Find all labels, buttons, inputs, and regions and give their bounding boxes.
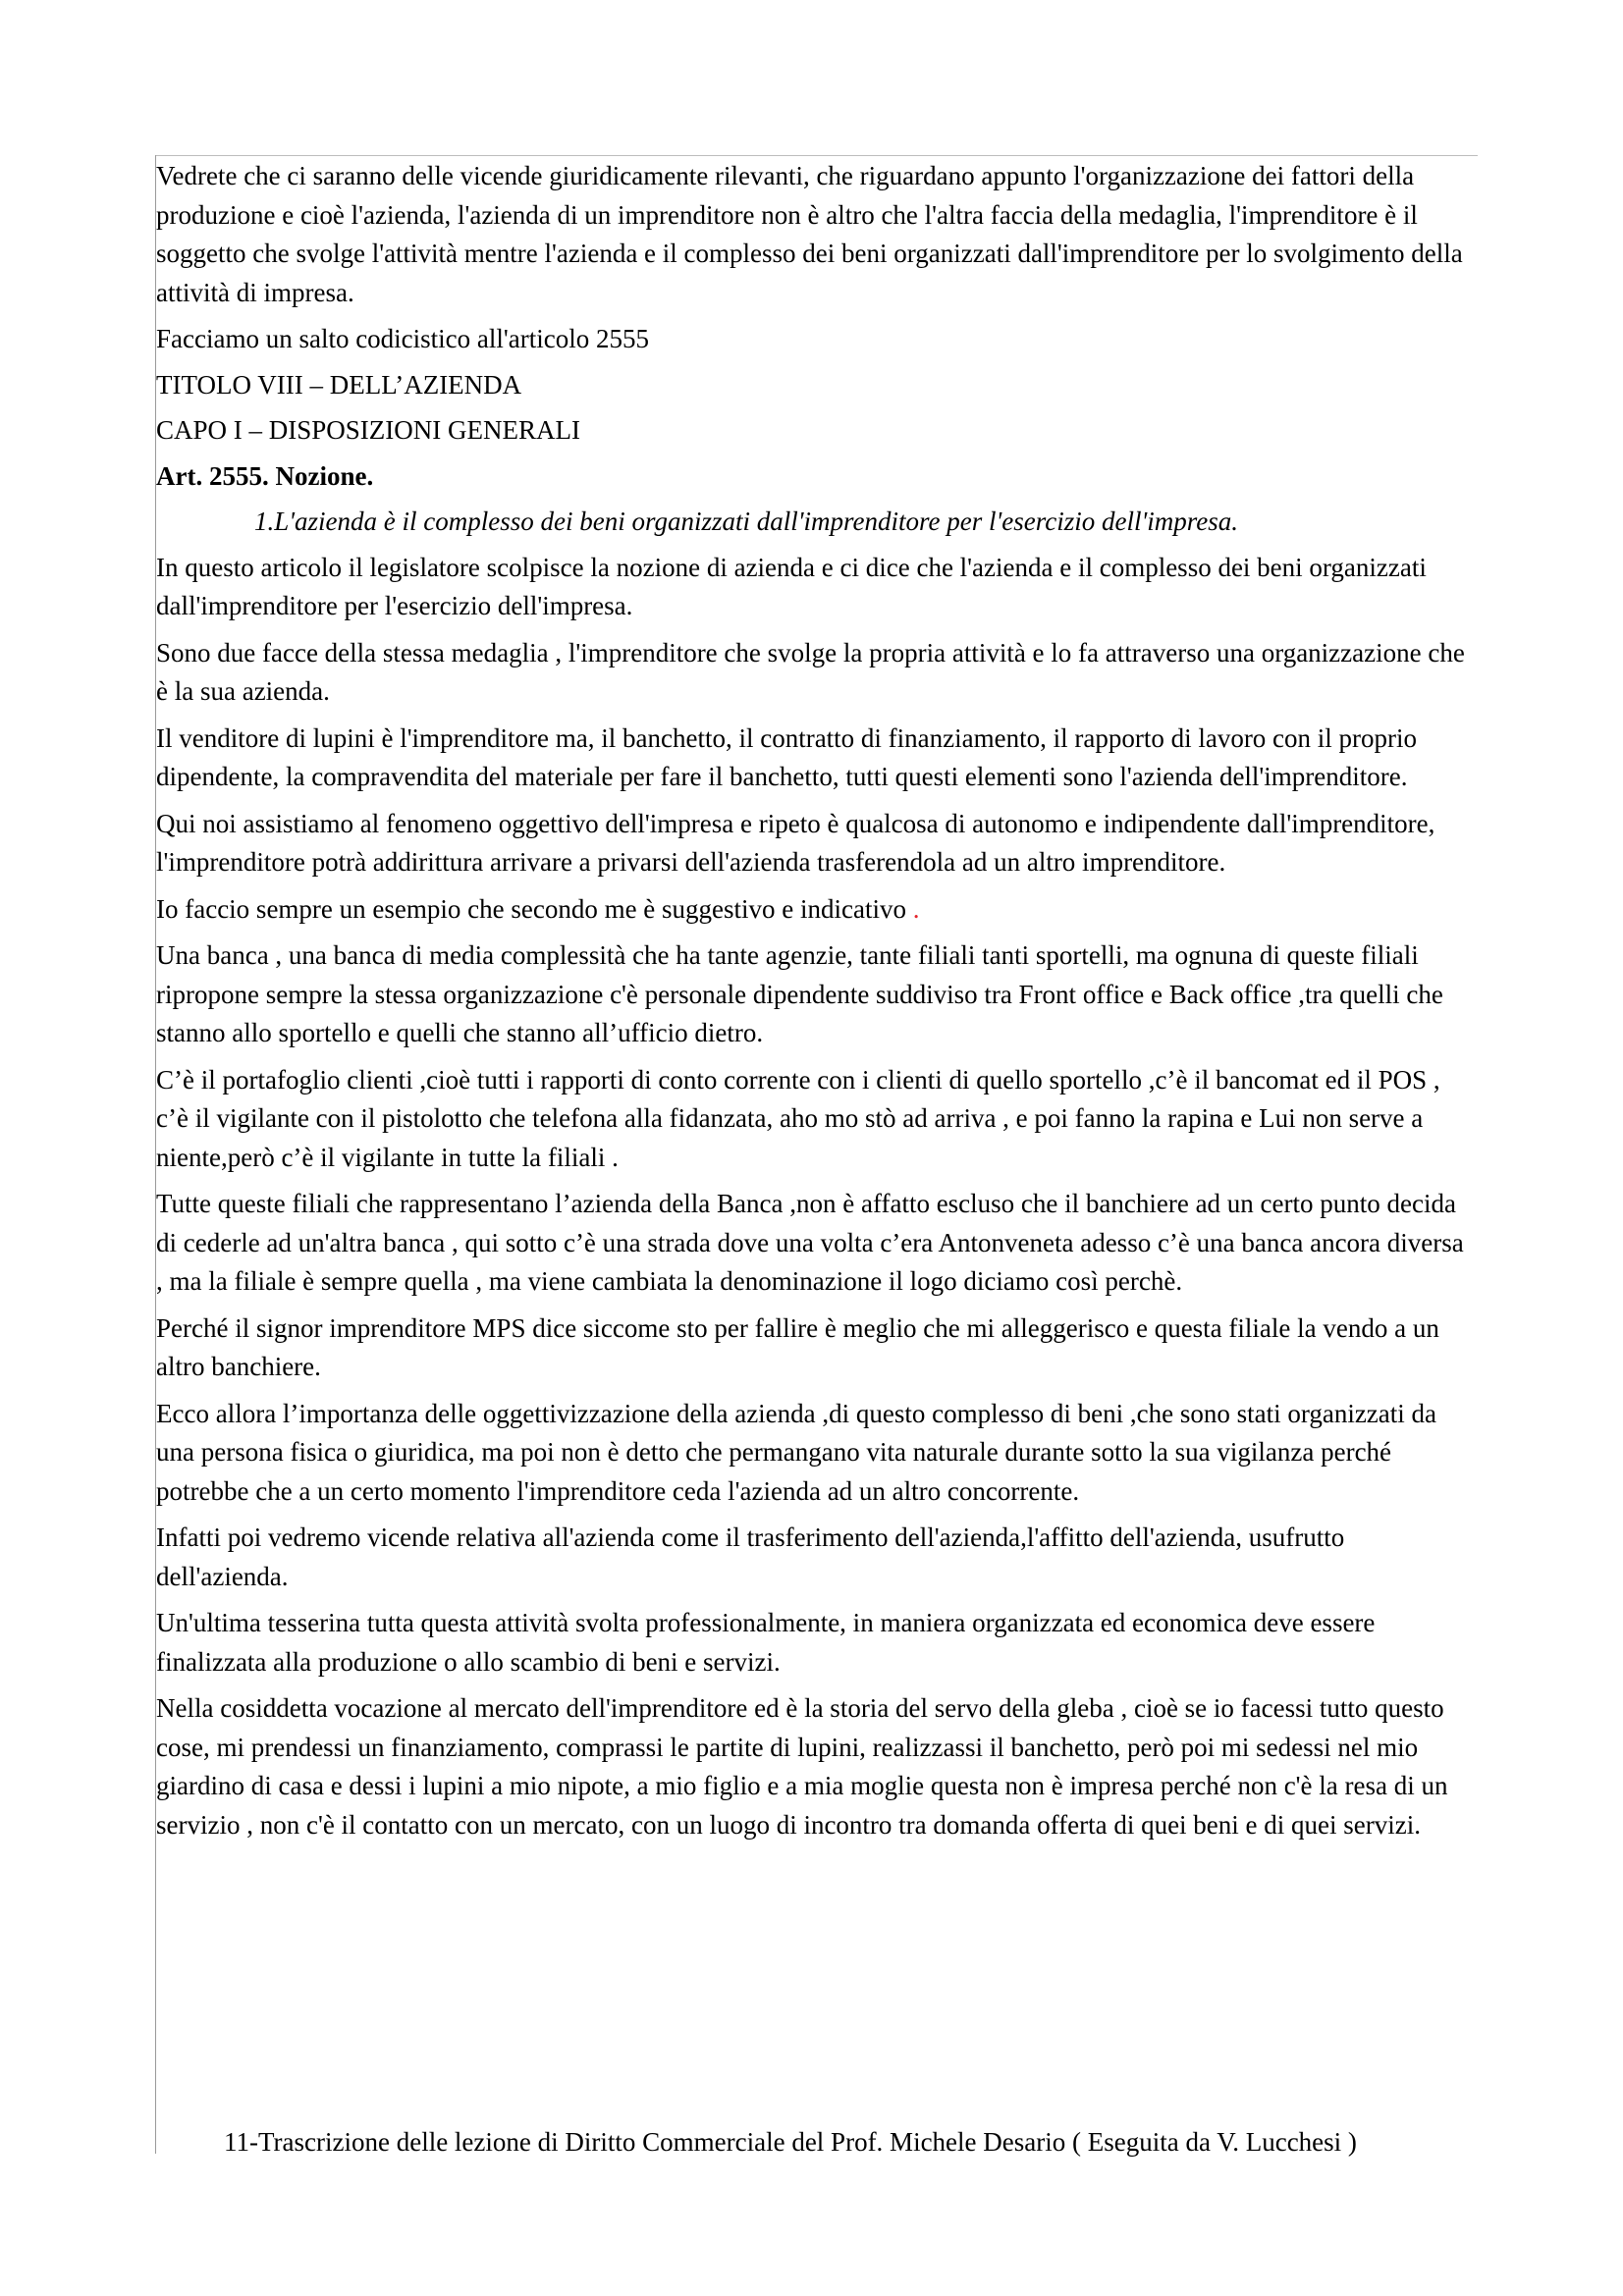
paragraph: Nella cosiddetta vocazione al mercato dell'imprenditore ed è la storia del servo della gleba , cioè se io facessi tutto questo cose, mi prendessi un finanziamento, comprassi le partite di lupini, realizzassi il banchetto, però poi mi sedessi nel mio giardino di casa e dessi i lupini a mio nipote, a mio figlio e a mia moglie questa non è impresa perché non c'è la resa di un servizio , non c'è il contatto con un mercato, con un luogo di incontro tra domanda offerta di quei beni e di quei servizi. [156, 1693, 1448, 1840]
paragraph: Sono due facce della stessa medaglia , l'imprenditore che svolge la propria attività e lo fa attraverso una organizzazione che è la sua azienda. [156, 637, 1465, 706]
paragraph: In questo articolo il legislatore scolpisce la nozione di azienda e ci dice che l'azienda e il complesso dei beni organizzati dall'imprenditore per l'esercizio dell'impresa. [156, 552, 1427, 620]
heading-capo: CAPO I – DISPOSIZIONI GENERALI [156, 415, 580, 445]
heading-article: Art. 2555. Nozione. [156, 460, 374, 491]
heading-titolo: TITOLO VIII – DELL’AZIENDA [156, 369, 522, 400]
paragraph: Tutte queste filiali che rappresentano l’azienda della Banca ,non è affatto escluso che il banchiere ad un certo punto decida di cederle ad un'altra banca , qui sotto c’è una strada dove una volta c’era Antonveneta adesso c’è una banca ancora diversa , ma la filiale è sempre quella , ma viene cambiata la denominazione il logo diciamo così perchè. [156, 1189, 1464, 1296]
paragraph: C’è il portafoglio clienti ,cioè tutti i rapporti di conto corrente con i clienti di quello sportello ,c’è il bancomat ed il POS , c’è il vigilante con il pistolotto che telefona alla fidanzata, aho mo stò ad arriva , e poi fanno la rapina e Lui non serve a niente,però c’è il vigilante in tutte la filiali . [156, 1064, 1440, 1172]
paragraph: Perché il signor imprenditore MPS dice siccome sto per fallire è meglio che mi alleggerisco e questa filiale la vendo a un altro banchiere. [156, 1312, 1439, 1381]
paragraph-intro: Vedrete che ci saranno delle vicende giuridicamente rilevanti, che riguardano appunto l'organizzazione dei fattori della produzione e cioè l'azienda, l'azienda di un imprenditore non è altro che l'altra faccia della medaglia, l'imprenditore è il soggetto che svolge l'attività mentre l'azienda e il complesso dei beni organizzati dall'imprenditore per lo svolgimento della attività di impresa. [156, 161, 1463, 307]
paragraph: Una banca , una banca di media complessità che ha tante agenzie, tante filiali tanti sportelli, ma ognuna di queste filiali ripropone sempre la stessa organizzazione c'è personale dipendente suddiviso tra Front office e Back office ,tra quelli che stanno allo sportello e quelli che stanno all’ufficio dietro. [156, 940, 1443, 1047]
document-body [156, 157, 1477, 1852]
paragraph: Qui noi assistiamo al fenomeno oggettivo dell'impresa e ripeto è qualcosa di autonomo e indipendente dall'imprenditore, l'imprenditore potrà addirittura arrivare a privarsi dell'azienda trasferendola ad un altro imprenditore. [156, 808, 1435, 877]
paragraph-example-intro [156, 890, 1477, 930]
paragraph: Un'ultima tesserina tutta questa attività svolta professionalmente, in maniera organizzata ed economica deve essere finalizzata alla produzione o allo scambio di beni e servizi. [156, 1608, 1376, 1677]
paragraph: Infatti poi vedremo vicende relativa all'azienda come il trasferimento dell'azienda,l'affitto dell'azienda, usufrutto dell'azienda. [156, 1522, 1345, 1591]
paragraph-text: Io faccio sempre un esempio che secondo me è suggestivo e indicativo [156, 893, 907, 924]
page-footer: 11-Trascrizione delle lezione di Diritto Commerciale del Prof. Michele Desario ( Eseguita da V. Lucchesi ) [224, 2127, 1357, 2157]
article-text: 1.L'azienda è il complesso dei beni organizzati dall'imprenditore per l'esercizio dell'impresa. [254, 507, 1239, 536]
stray-mark: . [912, 893, 920, 924]
paragraph: Il venditore di lupini è l'imprenditore ma, il banchetto, il contratto di finanziamento, il rapporto di lavoro con il proprio dipendente, la compravendita del materiale per fare il banchetto, tutti questi elementi sono l'azienda dell'imprenditore. [156, 722, 1418, 791]
paragraph: Ecco allora l’importanza delle oggettivizzazione della azienda ,di questo complesso di beni ,che sono stati organizzati da una persona fisica o giuridica, ma poi non è detto che permangano vita naturale durante sotto la sua vigilanza perché potrebbe che a un certo momento l'imprenditore ceda l'azienda ad un altro concorrente. [156, 1398, 1437, 1506]
paragraph-article-reference: Facciamo un salto codicistico all'articolo 2555 [156, 324, 649, 353]
page-frame-top-border [155, 155, 1478, 156]
